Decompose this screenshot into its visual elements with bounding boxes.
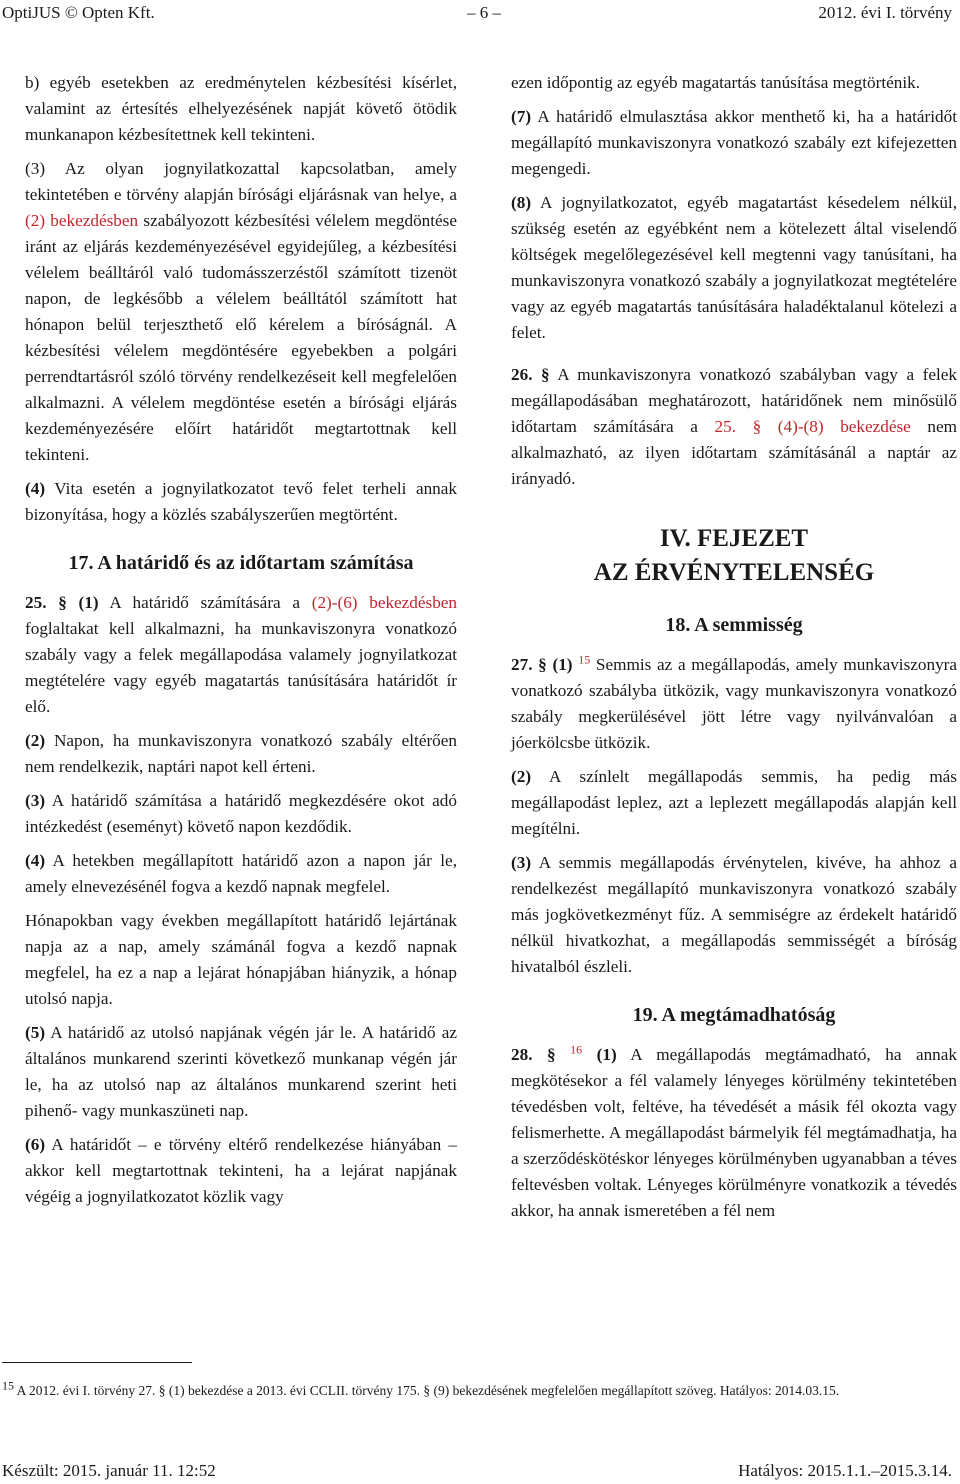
- section-25-5: (5) A határidő az utolsó napjának végén jár le. A határidő az általános munkarend szerinti következő munkanap végén jár le, ha az utolsó nap az általános munkarend szerint heti pihenő- vagy munkaszüneti nap.: [25, 1023, 457, 1120]
- chapter-heading: IV. FEJEZET AZ ÉRVÉNYTELENSÉG: [593, 525, 875, 586]
- left-column: [25, 70, 457, 1218]
- section-heading-19: 19. A megtámadhatóság: [632, 1004, 836, 1026]
- section-heading-18: 18. A semmisség: [665, 614, 803, 636]
- section-25-1: 25. § (1) A határidő számítására a (2)-(6) bekezdésben foglaltakat kell alkalmazni, ha munkaviszonyra vonatkozó szabály vagy a felek megállapodása valamely jognyilatkozat megtételére vagy egyéb magatartás tanúsítására határidőt ír elő.: [25, 593, 458, 716]
- paragraph-3: (3) Az olyan jognyilatkozattal kapcsolatban, amely tekintetében e törvény alapján bírósági eljárásnak van helye, a (2) bekezdésben szabályozott kézbesítési vélelem megdöntése iránt az eljárás kezdeményezésével egyidejűleg, a kézbesítési vélelem beálltáról való tudomásszerzéstől számított tizenöt napon, de legkésőbb a vélelem beálltától számított hat hónapon belül terjeszthető elő kérelem a bíróságnál. A kézbesítési vélelem megdöntésére egyebekben a polgári perrendtartásról szóló törvény rendelkezéseit kell megfelelően alkalmazni. A vélelem megdöntése esetén a bírósági eljárás kezdeményezésére előírt határidőt megtartottnak kell tekinteni.: [25, 159, 458, 464]
- footnote-ref-16[interactable]: 16: [570, 1042, 583, 1057]
- page-header: [2, 2, 952, 24]
- section-27-2: (2) A színlelt megállapodás semmis, ha pedig más megállapodást leplez, azt a leplezett megállapodás alapján kell megítélni.: [511, 767, 957, 838]
- header-publisher: OptiJUS © Opten Kft.: [2, 3, 155, 22]
- header-page-number: – 6 –: [467, 3, 501, 22]
- footnote-ref-15[interactable]: 15: [578, 652, 591, 667]
- link-2-bekezdes[interactable]: (2) bekezdésben: [25, 211, 139, 230]
- page-footer: [2, 1460, 952, 1482]
- paragraph-continued: ezen időpontig az egyéb magatartás tanúsítása megtörténik.: [511, 73, 921, 92]
- section-25-3: (3) A határidő számítása a határidő megkezdésére okot adó intézkedést (eseményt) követő napon kezdődik.: [25, 791, 457, 836]
- header-law-title: 2012. évi I. törvény: [818, 3, 952, 22]
- footnote-divider: [2, 1362, 192, 1363]
- section-27-3: (3) A semmis megállapodás érvénytelen, kivéve, ha ahhoz a rendelkezést megállapító munkaviszonyra vonatkozó szabály más jogkövetkezményt fűz. A semmiségre az érdekelt határidő nélkül hivatkozhat, a megállapodás semmisségét a bíróság hivatalból észleli.: [511, 853, 957, 976]
- section-28-1: 28. § $^{16}$ (1) A megállapodás megtámadható, ha annak megkötésekor a fél valamely lényeges körülmény tekintetében tévedésben volt, feltéve, ha tévedését a másik fél okozta vagy felismerhette. A megállapodást bármelyik fél megtámadhatja, ha a szerződéskötéskor lényeges körülményben ugyanabban a téves feltevésben voltak. Lényeges körülményre vonatkozik a tévedés akkor, ha annak ismeretében a fél nem: [511, 1042, 957, 1220]
- section-26: 26. § A munkaviszonyra vonatkozó szabályban vagy a felek megállapodásában meghatározott, határidőnek nem minősülő időtartam számítására a 25. § (4)-(8) bekezdése nem alkalmazható, az ilyen időtartam számításánál a naptár az irányadó.: [511, 365, 958, 488]
- paragraph-4: (4) Vita esetén a jognyilatkozatot tevő felet terheli annak bizonyítása, hogy a közlés szabályszerűen megtörtént.: [25, 479, 457, 524]
- paragraph-b: b) egyéb esetekben az eredménytelen kézbesítési kísérlet, valamint az értesítés elhelyezésének napját követő ötödik munkanapon kézbesítettnek kell tekinteni.: [25, 73, 457, 144]
- section-heading-17: 17. A határidő és az időtartam számítása: [68, 552, 414, 574]
- section-25-6: (6) A határidőt – e törvény eltérő rendelkezése hiányában – akkor kell megtartottnak tekinteni, ha a lejárat napjának végéig a jognyilatkozatot közlik vagy: [25, 1135, 457, 1206]
- link-2-6-bekezdes[interactable]: (2)-(6) bekezdésben: [311, 593, 458, 612]
- section-25-4b: Hónapokban vagy években megállapított határidő lejártának napja az a nap, amely számánál fogva a kezdő napnak megfelel, ha ez a nap a lejárat hónapjában hiányzik, a hónap utolsó napja.: [25, 911, 457, 1008]
- link-25-4-8-bekezdes[interactable]: 25. § (4)-(8) bekezdése: [714, 417, 911, 436]
- section-27-1: 27. § (1) $^{15}$ Semmis az a megállapodás, amely munkaviszonyra vonatkozó szabályba ütközik, vagy munkaviszonyra vonatkozó szabály megkerülésével jött létre vagy nyilvánvalóan a jóerkölcsbe ütközik.: [511, 652, 958, 752]
- paragraph-8: (8) A jognyilatkozatot, egyéb magatartást késedelem nélkül, szükség esetén az egyébként nem a kötelezett által viselendő költségek megelőlegezésével kell megtenni vagy tanúsítani, ha munkaviszonyra vonatkozó szabály a jognyilatkozat megtételére vagy az egyéb magatartás tanúsítására haladéktalanul kötelezi a felet.: [511, 193, 957, 342]
- section-25-4: (4) A hetekben megállapított határidő azon a napon jár le, amely elnevezésénél fogva a kezdő napnak megfelel.: [25, 851, 457, 896]
- footer-created: Készült: 2015. január 11. 12:52: [2, 1461, 216, 1480]
- footer-effective: Hatályos: 2015.1.1.–2015.3.14.: [738, 1461, 952, 1480]
- section-25-2: (2) Napon, ha munkaviszonyra vonatkozó szabály eltérően nem rendelkezik, naptári napot kell érteni.: [25, 731, 457, 776]
- right-column: [511, 70, 957, 1232]
- footnote-15: $^{15}$ A 2012. évi I. törvény 27. § (1) bekezdése a 2013. évi CCLII. törvény 175. § (9) bekezdésének megfelelően megállapított szöveg. Hatályos: 2014.03.15.: [2, 1378, 840, 1398]
- paragraph-7: (7) A határidő elmulasztása akkor menthető ki, ha a határidőt megállapító munkaviszonyra vonatkozó szabály ezt kifejezetten megengedi.: [511, 107, 957, 178]
